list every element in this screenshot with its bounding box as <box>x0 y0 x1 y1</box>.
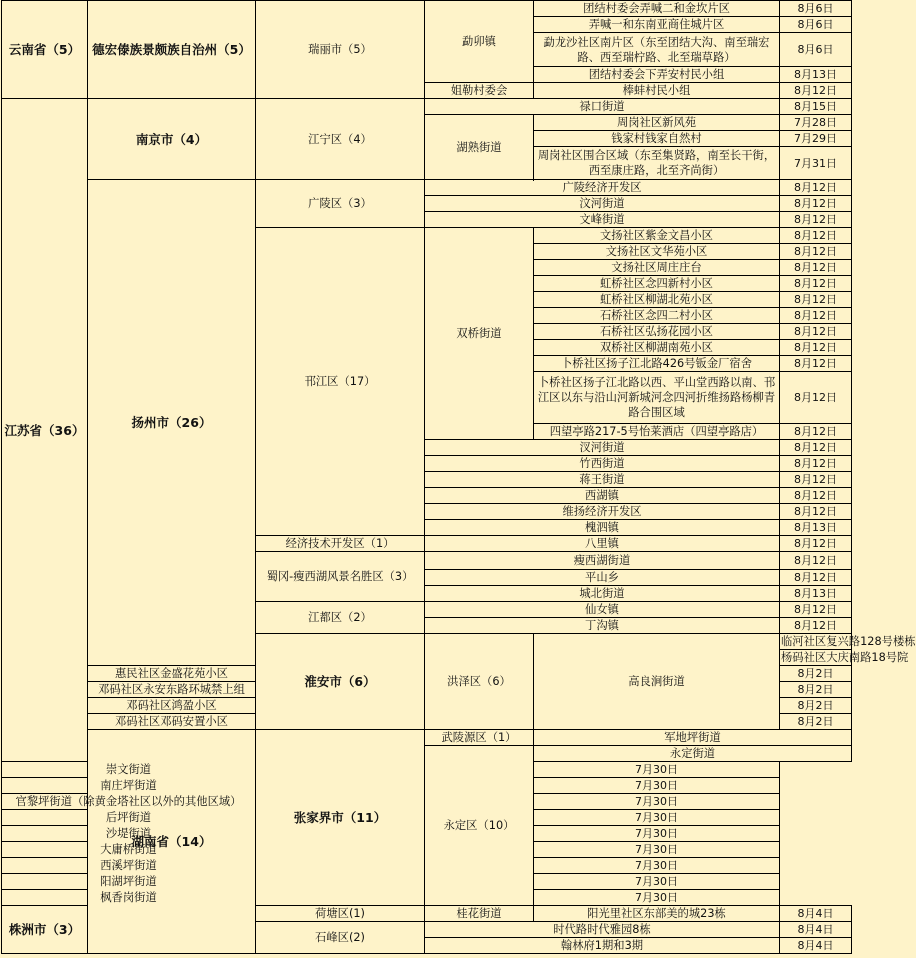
province-cell: 江苏省（36） <box>2 99 88 762</box>
date-cell: 7月30日 <box>534 810 780 826</box>
location-cell: 槐泗镇 <box>425 520 780 536</box>
date-cell: 8月4日 <box>780 938 852 954</box>
location-cell: 沙堤街道 <box>2 826 256 842</box>
date-cell: 7月30日 <box>534 762 780 778</box>
date-cell: 8月12日 <box>780 340 852 356</box>
date-cell: 7月30日 <box>534 874 780 890</box>
location-cell: 虹桥社区念四新村小区 <box>534 276 780 292</box>
date-cell: 8月12日 <box>780 276 852 292</box>
date-cell: 8月12日 <box>780 552 852 570</box>
city-cell: 德宏傣族景颇族自治州（5） <box>88 1 256 99</box>
city-cell: 淮安市（6） <box>256 634 425 730</box>
date-cell: 8月12日 <box>780 356 852 372</box>
location-cell: 卜桥社区扬子江北路以西、平山堂西路以南、邗江区以东与沿山河新城河念四河折维扬路杨柳青路合围区域 <box>534 372 780 424</box>
location-cell: 团结村委会弄喊二和金坎片区 <box>534 1 780 17</box>
date-cell: 8月12日 <box>780 372 852 424</box>
date-cell: 7月30日 <box>534 794 780 810</box>
location-cell: 惠民社区金盛花苑小区 <box>88 666 256 682</box>
date-cell: 7月30日 <box>534 858 780 874</box>
location-cell: 永定街道 <box>534 746 852 762</box>
location-cell: 禄口街道 <box>425 99 780 115</box>
date-cell: 8月12日 <box>780 244 852 260</box>
date-cell: 8月12日 <box>780 308 852 324</box>
location-cell: 枫香岗街道 <box>2 890 256 906</box>
date-cell: 8月12日 <box>780 260 852 276</box>
location-cell: 八里镇 <box>425 536 780 552</box>
date-cell: 8月4日 <box>780 906 852 922</box>
location-cell: 丁沟镇 <box>425 618 780 634</box>
location-cell: 平山乡 <box>425 570 780 586</box>
date-cell: 8月12日 <box>780 440 852 456</box>
date-cell: 8月12日 <box>780 504 852 520</box>
location-cell: 邓码社区邓码安置小区 <box>88 714 256 730</box>
location-cell: 周岗社区新风苑 <box>534 115 780 131</box>
location-cell: 蒋王街道 <box>425 472 780 488</box>
town-cell: 湖熟街道 <box>425 115 534 180</box>
location-cell: 文扬社区文华苑小区 <box>534 244 780 260</box>
location-cell: 时代路时代雅园8栋 <box>425 922 780 938</box>
district-cell: 武陵源区（1） <box>425 730 534 746</box>
location-cell: 四望亭路217-5号怡莱酒店（四望亭路店） <box>534 424 780 440</box>
town-cell: 桂花街道 <box>425 906 534 922</box>
location-cell: 邓码社区永安东路环城禁上组 <box>88 682 256 698</box>
location-cell: 官黎坪街道（除黄金塔社区以外的其他区域） <box>2 794 256 810</box>
date-cell: 8月13日 <box>780 586 852 602</box>
city-cell: 南京市（4） <box>88 99 256 180</box>
date-cell: 8月12日 <box>780 228 852 244</box>
date-cell: 8月15日 <box>780 99 852 115</box>
town-cell: 双桥街道 <box>425 228 534 440</box>
date-cell: 8月12日 <box>780 292 852 308</box>
location-cell: 城北街道 <box>425 586 780 602</box>
date-cell: 8月12日 <box>780 536 852 552</box>
date-cell: 8月12日 <box>780 456 852 472</box>
location-cell: 瘦西湖街道 <box>425 552 780 570</box>
date-cell: 8月12日 <box>780 472 852 488</box>
location-cell: 西溪坪街道 <box>2 858 256 874</box>
district-cell: 江都区（2） <box>256 602 425 634</box>
location-cell: 周岗社区围合区域（东至集贤路，南至长干街，西至康庄路，北至齐尚街） <box>534 147 780 180</box>
date-cell: 8月2日 <box>780 714 852 730</box>
location-cell: 双桥社区柳湖南苑小区 <box>534 340 780 356</box>
date-cell: 8月13日 <box>780 67 852 83</box>
date-cell: 7月30日 <box>534 826 780 842</box>
location-cell: 南庄坪街道 <box>2 778 256 794</box>
date-cell: 8月4日 <box>780 922 852 938</box>
date-cell: 8月12日 <box>780 324 852 340</box>
location-cell: 军地坪街道 <box>534 730 852 746</box>
date-cell: 8月6日 <box>780 1 852 17</box>
location-cell: 邓码社区鸿盈小区 <box>88 698 256 714</box>
location-cell: 临河社区复兴路128号楼栋 <box>781 635 916 648</box>
location-cell: 竹西街道 <box>425 456 780 472</box>
district-cell: 江宁区（4） <box>256 99 425 180</box>
location-cell: 阳光里社区东部美的城23栋 <box>534 906 780 922</box>
date-cell: 8月6日 <box>780 17 852 33</box>
location-cell: 崇文街道 <box>2 762 256 778</box>
location-cell: 广陵经济开发区 <box>425 180 780 196</box>
location-cell: 文扬社区周庄庄台 <box>534 260 780 276</box>
date-cell: 7月30日 <box>534 842 780 858</box>
district-cell: 蜀冈-瘦西湖风景名胜区（3） <box>256 552 425 602</box>
location-cell: 团结村委会下弄安村民小组 <box>534 67 780 83</box>
location-cell: 石桥社区弘扬花园小区 <box>534 324 780 340</box>
location-cell: 石桥社区念四二村小区 <box>534 308 780 324</box>
date-cell: 7月28日 <box>780 115 852 131</box>
location-cell: 汊河街道 <box>425 440 780 456</box>
date-cell: 8月12日 <box>780 602 852 618</box>
date-cell: 7月29日 <box>780 131 852 147</box>
location-cell: 卜桥社区扬子江北路426号钣金厂宿舍 <box>534 356 780 372</box>
district-cell: 经济技术开发区（1） <box>256 536 425 552</box>
date-cell: 8月12日 <box>780 488 852 504</box>
district-cell: 洪泽区（6） <box>425 634 534 730</box>
location-cell: 弄喊一和东南亚商住城片区 <box>534 17 780 33</box>
location-cell: 翰林府1期和3期 <box>425 938 780 954</box>
district-cell: 邗江区（17） <box>256 228 425 536</box>
town-cell: 勐卯镇 <box>425 1 534 83</box>
date-cell: 7月30日 <box>534 778 780 794</box>
city-cell: 张家界市（11） <box>256 730 425 906</box>
date-cell: 8月13日 <box>780 520 852 536</box>
province-cell: 云南省（5） <box>2 1 88 99</box>
location-cell: 后坪街道 <box>2 810 256 826</box>
date-cell: 8月12日 <box>780 180 852 196</box>
city-cell: 扬州市（26） <box>88 180 256 666</box>
location-cell: 仙女镇 <box>425 602 780 618</box>
location-cell: 文峰街道 <box>425 212 780 228</box>
date-cell: 8月12日 <box>780 212 852 228</box>
location-cell: 虹桥社区柳湖北苑小区 <box>534 292 780 308</box>
location-cell: 文扬社区紫金文昌小区 <box>534 228 780 244</box>
district-cell: 瑞丽市（5） <box>256 1 425 99</box>
location-cell: 汶河街道 <box>425 196 780 212</box>
date-cell: 8月12日 <box>780 196 852 212</box>
date-cell: 8月12日 <box>780 570 852 586</box>
location-cell: 勐龙沙社区南片区（东至团结大沟、南至瑞宏路、西至瑞柠路、北至瑞草路） <box>534 33 780 67</box>
date-cell: 8月2日 <box>780 682 852 698</box>
location-cell: 杨码社区大庆南路18号院 <box>781 651 909 664</box>
location-cell: 西湖镇 <box>425 488 780 504</box>
district-cell: 荷塘区(1) <box>256 906 425 922</box>
date-cell: 7月30日 <box>534 890 780 906</box>
town-cell: 姐勒村委会 <box>425 83 534 99</box>
town-cell: 高良涧街道 <box>534 634 780 730</box>
city-cell: 株洲市（3） <box>2 906 88 954</box>
location-cell: 棒蚌村民小组 <box>534 83 780 99</box>
location-cell: 大庸桥街道 <box>2 842 256 858</box>
location-cell: 维扬经济开发区 <box>425 504 780 520</box>
date-cell: 7月31日 <box>780 147 852 180</box>
date-cell: 8月6日 <box>780 33 852 67</box>
date-cell: 8月12日 <box>780 424 852 440</box>
date-cell: 8月12日 <box>780 618 852 634</box>
location-cell: 钱家村钱家自然村 <box>534 131 780 147</box>
district-cell: 石峰区(2) <box>256 922 425 954</box>
province-cell: 湖南省（14） <box>88 730 256 954</box>
date-cell: 8月2日 <box>780 698 852 714</box>
date-cell: 8月12日 <box>780 83 852 99</box>
district-cell: 广陵区（3） <box>256 180 425 228</box>
district-cell: 永定区（10） <box>425 746 534 906</box>
location-cell: 阳湖坪街道 <box>2 874 256 890</box>
date-cell: 8月2日 <box>780 666 852 682</box>
risk-area-table <box>1 0 916 954</box>
